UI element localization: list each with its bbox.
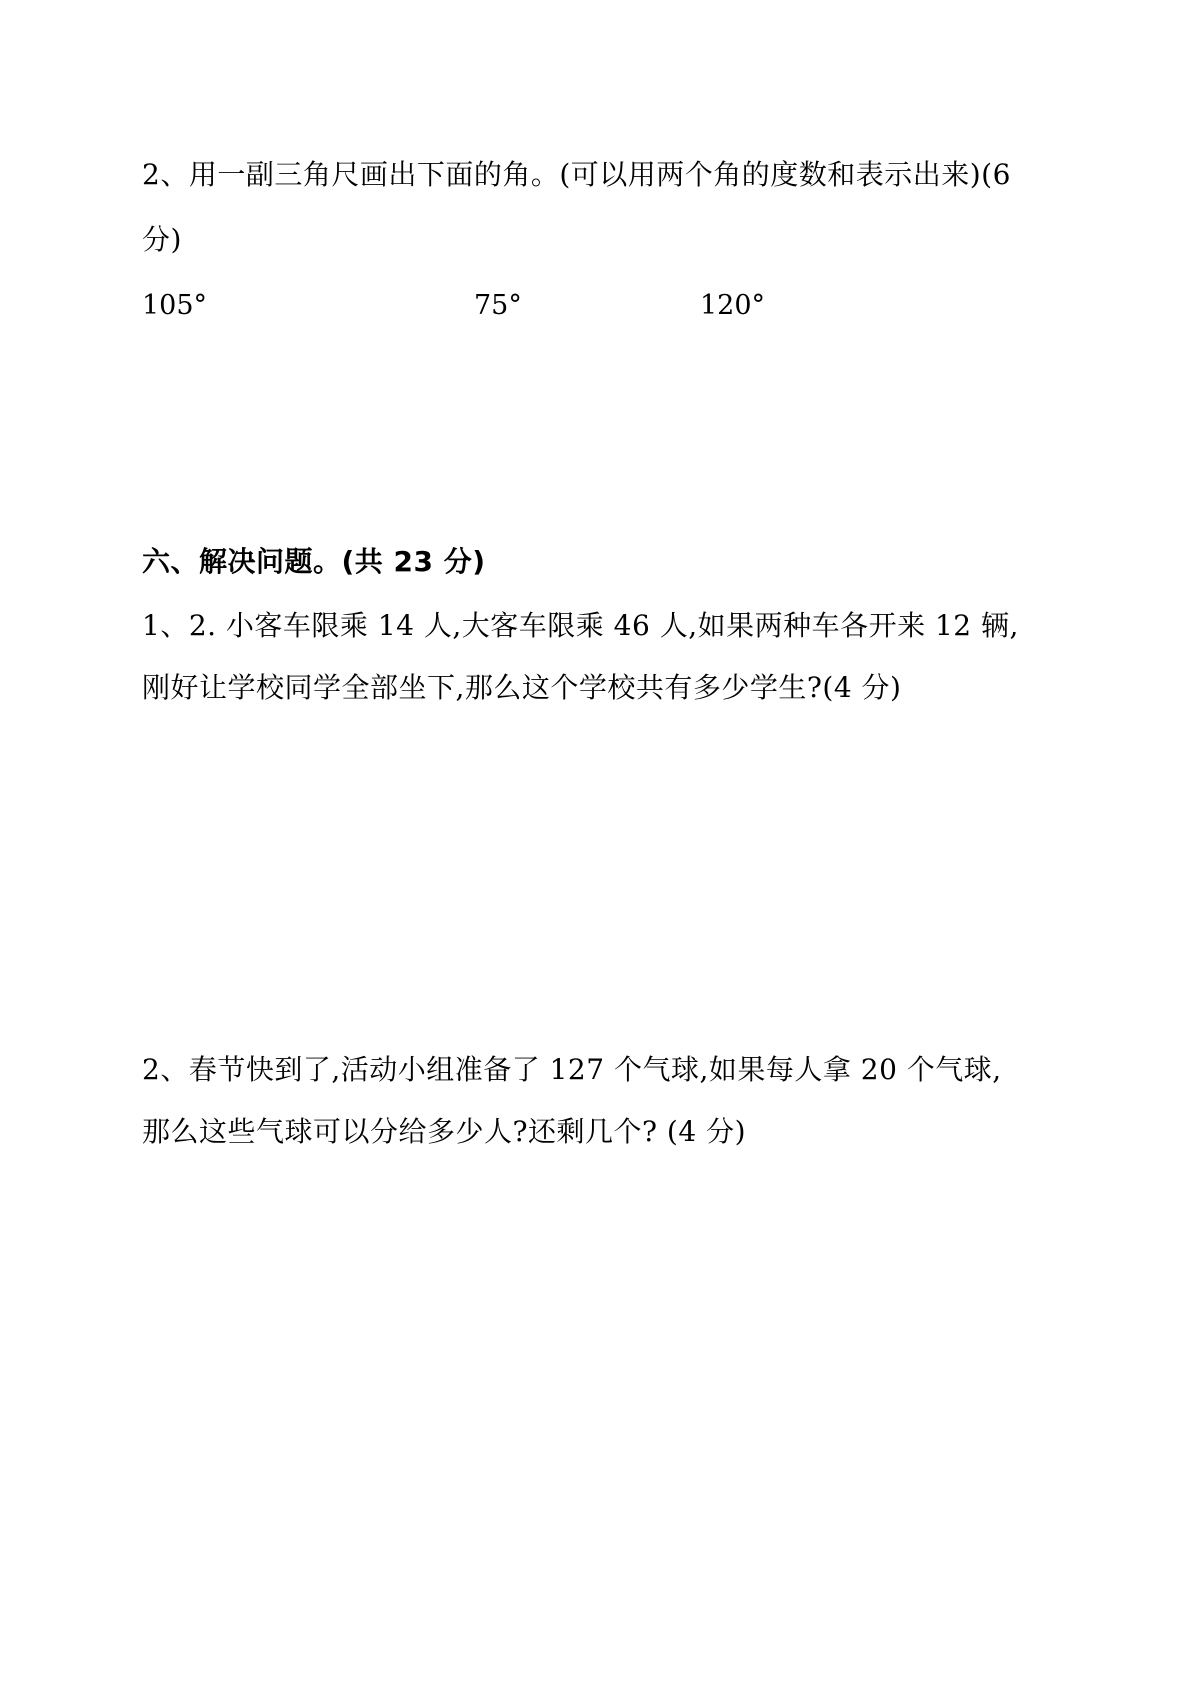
angle-label: 75° (474, 290, 522, 321)
question-text: 2、春节快到了,活动小组准备了 127 个气球,如果每人拿 20 个气球, (142, 1053, 1002, 1086)
question-text: 2、用一副三角尺画出下面的角。(可以用两个角的度数和表示出来)(6 (142, 158, 1011, 191)
angle-label: 105° (142, 290, 208, 321)
question-text: 那么这些气球可以分给多少人?还剩几个? (4 分) (142, 1115, 746, 1148)
question-text: 分) (142, 223, 182, 256)
angle-label: 120° (700, 290, 766, 321)
question-text: 1、2. 小客车限乘 14 人,大客车限乘 46 人,如果两种车各开来 12 辆, (142, 609, 1019, 642)
section-heading: 六、解决问题。(共 23 分) (142, 545, 486, 578)
question-text: 刚好让学校同学全部坐下,那么这个学校共有多少学生?(4 分) (142, 671, 902, 704)
